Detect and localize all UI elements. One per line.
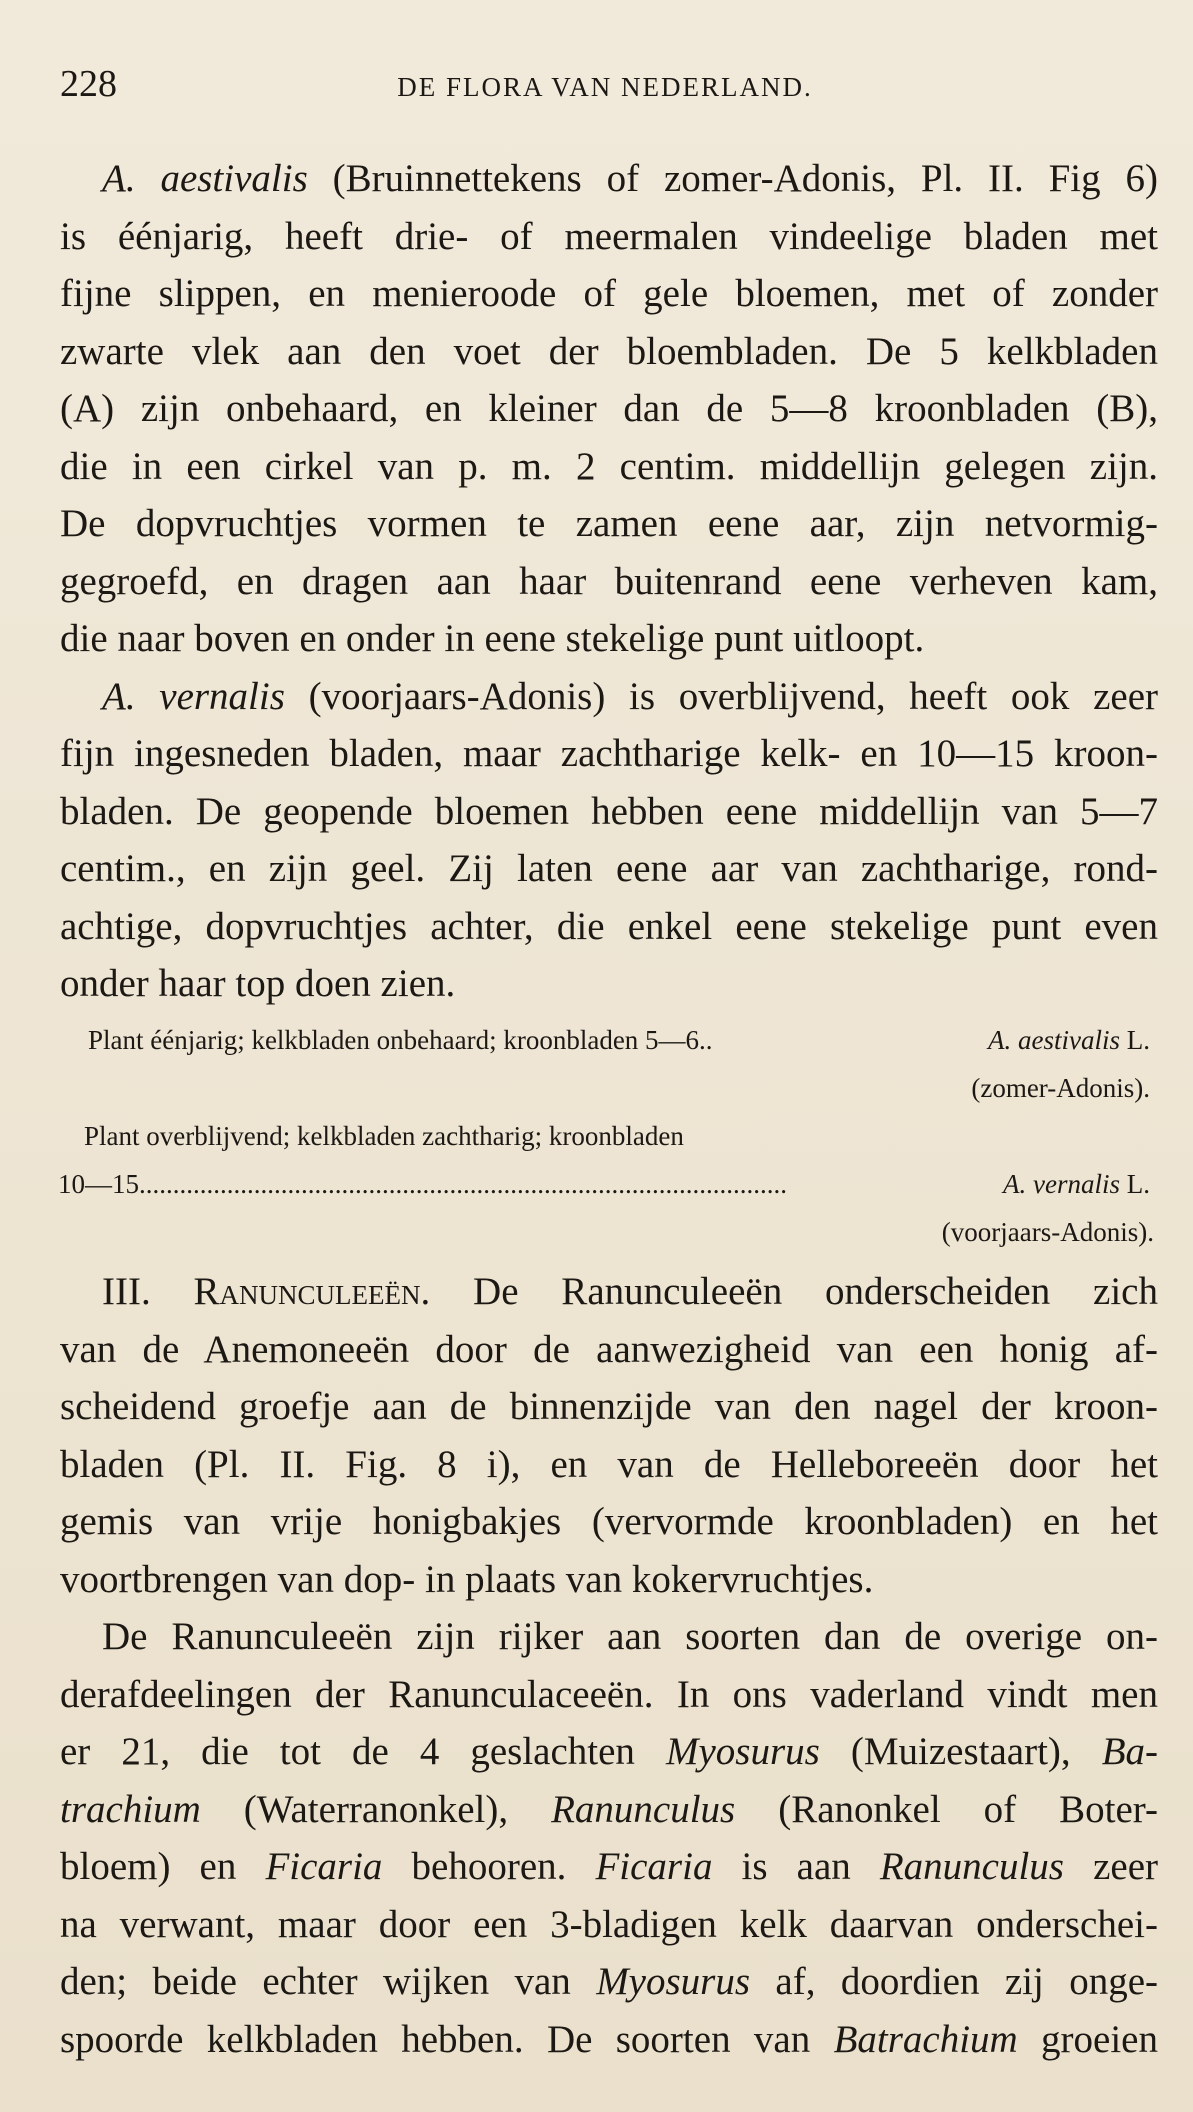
key-row: Plant éénjarig; kelkbladen onbehaard; kroonbladen 5—6.. A. aestivalis L.	[88, 1025, 1150, 1055]
genus-name: Myosurus	[665, 1730, 820, 1773]
species-name: A. vernalis	[102, 674, 285, 718]
common-name: (voorjaars-Adonis).	[941, 1217, 1154, 1247]
paragraph-line: van de Anemoneeën door de aanwezigheid van een honig af-	[60, 1327, 1158, 1371]
section-number: III.	[102, 1270, 151, 1313]
genus-name: Myosurus	[596, 1960, 751, 2003]
key-row	[88, 1064, 1150, 1112]
paragraph-line: bladen (Pl. II. Fig. 8 i), en van de Helleboreeën door het	[60, 1442, 1158, 1486]
section-heading-line: III. Ranunculeeën. De Ranunculeeën onderscheiden zich	[102, 1270, 1158, 1313]
paragraph-line: gemis van vrije honigbakjes (vervormde kroonbladen) en het	[60, 1500, 1158, 1543]
key-row: 10—15................................................................................................ A. vernalis L.	[88, 1160, 1150, 1208]
genus-name: Ranunculus	[879, 1845, 1064, 1888]
paragraph-line: die naar boven en onder in eene stekelige punt uitloopt.	[60, 617, 925, 660]
genus-name: trachium	[60, 1787, 201, 1831]
paragraph-line: is éénjarig, heeft drie- of meermalen vindeelige bladen met	[60, 214, 1158, 258]
identification-key	[58, 1016, 1154, 1256]
species-name: A. aestivalis	[988, 1025, 1120, 1055]
paragraph-line: gegroefd, en dragen aan haar buitenrand eene verheven kam,	[60, 559, 1158, 603]
paragraph-line: die in een cirkel van p. m. 2 centim. middellijn gelegen zijn.	[60, 444, 1158, 488]
text-block-upper	[60, 150, 1158, 1013]
paragraph-line: bladen. De geopende bloemen hebben eene middellijn van 5—7	[60, 789, 1158, 833]
genus-name: Batrachium	[833, 2017, 1018, 2061]
running-title: DE FLORA VAN NEDERLAND.	[397, 72, 813, 102]
paragraph-line: achtige, dopvruchtjes achter, die enkel eene stekelige punt even	[60, 904, 1158, 948]
common-name: (zomer-Adonis).	[971, 1073, 1150, 1103]
paragraph-line: centim., en zijn geel. Zij laten eene aar van zachtharige, rond-	[60, 847, 1158, 890]
genus-name: Ficaria	[265, 1845, 383, 1888]
paragraph-line: trachium (Waterranonkel), Ranunculus (Ranonkel of Boter-	[60, 1787, 1158, 1831]
paragraph-line: (A) zijn onbehaard, en kleiner dan de 5—8 kroonbladen (B),	[60, 387, 1158, 430]
paragraph-line: onder haar top doen zien.	[60, 962, 456, 1005]
paragraph-line: De dopvruchtjes vormen te zamen eene aar, zijn netvormig-	[60, 502, 1158, 545]
paragraph-line: na verwant, maar door een 3-bladigen kelk daarvan onderschei-	[60, 1902, 1158, 1946]
page-number: 228	[60, 63, 117, 105]
text-block-lower	[60, 1263, 1158, 2068]
paragraph-line: spoorde kelkbladen hebben. De soorten van Batrachium groeien	[60, 2017, 1158, 2061]
paragraph-line: derafdeelingen der Ranunculaceeën. In ons vaderland vindt men	[60, 1672, 1158, 1716]
paragraph-line: voortbrengen van dop- in plaats van kokervruchtjes.	[60, 1557, 874, 1601]
genus-name: Ranunculus	[551, 1787, 736, 1831]
paragraph-line: zwarte vlek aan den voet der bloembladen. De 5 kelkbladen	[60, 329, 1158, 373]
species-name: A. aestivalis	[102, 157, 308, 200]
paragraph-line: fijne slippen, en menieroode of gele bloemen, met of zonder	[60, 272, 1158, 315]
key-row: Plant overblijvend; kelkbladen zachtharig; kroonbladen	[84, 1121, 684, 1151]
paragraph-line: De Ranunculeeën zijn rijker aan soorten dan de overige on-	[102, 1615, 1158, 1658]
section-title: Ranunculeeën.	[193, 1270, 431, 1313]
key-row	[88, 1208, 1154, 1256]
species-name: A. vernalis	[1003, 1169, 1120, 1199]
genus-name: Ba-	[1101, 1730, 1158, 1773]
paragraph-line: fijn ingesneden bladen, maar zachtharige kelk- en 10—15 kroon-	[60, 732, 1158, 775]
paragraph-line: er 21, die tot de 4 geslachten Myosurus (Muizestaart), Ba-	[60, 1730, 1158, 1773]
paragraph-line: A. aestivalis (Bruinnettekens of zomer-Adonis, Pl. II. Fig 6)	[102, 157, 1158, 200]
paragraph-line: den; beide echter wijken van Myosurus af, doordien zij onge-	[60, 1960, 1158, 2003]
paragraph-line: A. vernalis (voorjaars-Adonis) is overblijvend, heeft ook zeer	[102, 674, 1158, 718]
page-header	[60, 62, 1150, 112]
leader-dots: ................................................................................................	[139, 1169, 787, 1199]
paragraph-line: bloem) en Ficaria behooren. Ficaria is aan Ranunculus zeer	[60, 1845, 1158, 1888]
paragraph-line: scheidend groefje aan de binnenzijde van den nagel der kroon-	[60, 1385, 1158, 1428]
genus-name: Ficaria	[595, 1845, 713, 1888]
